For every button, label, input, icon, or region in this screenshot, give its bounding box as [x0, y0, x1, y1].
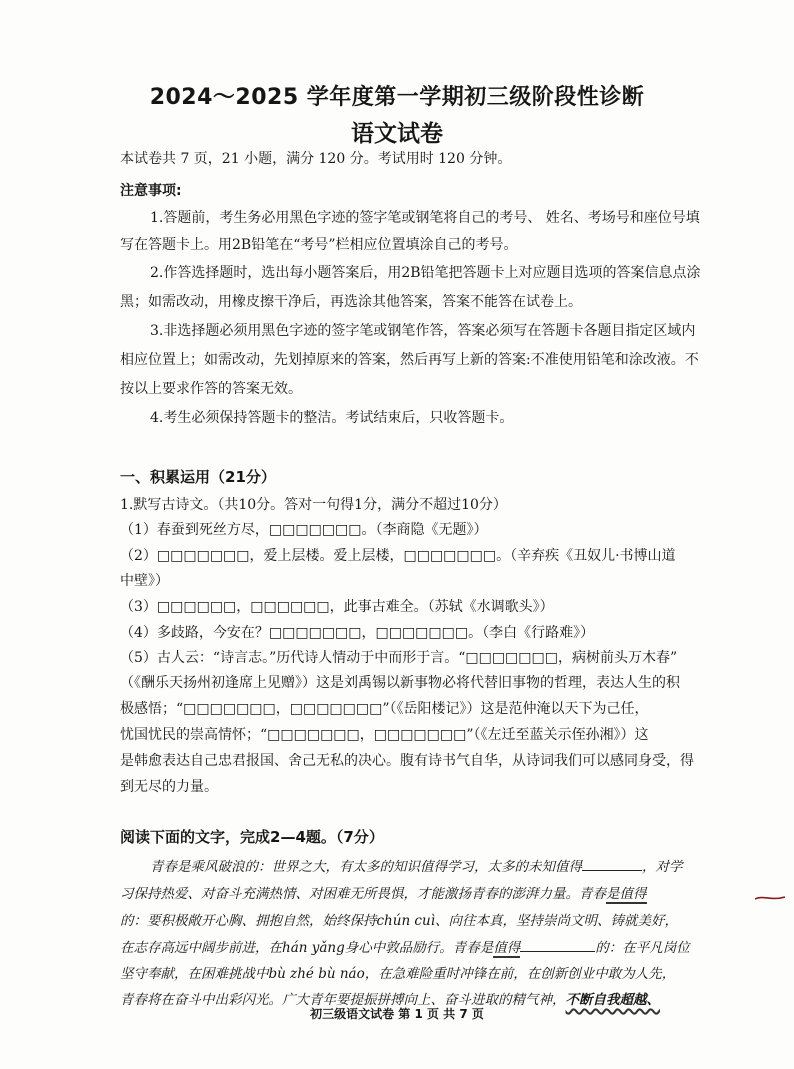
notice-line: 1.答题前，考生务必用黑色字迹的签字笔或钢笔将自己的考号、 姓名、考场号和座位号填 [150, 210, 700, 226]
notice-line: 黑；如需改动，用橡皮擦干净后，再选涂其他答案，答案不能答在试卷上。 [120, 294, 582, 310]
question-line: 到无尽的力量。 [120, 779, 218, 795]
question-line: 极感悟；“□□□□□□□，□□□□□□□”（《岳阳楼记》）这是范仲淹以天下为己任， [120, 701, 649, 717]
page-footer: 初三级语文试卷 第 1 页 共 7 页 [310, 1007, 484, 1021]
question-line: （《酬乐天扬州初逢席上见赠》）这是刘禹锡以新事物必将代替旧事物的哲理，表达人生的积 [120, 675, 680, 691]
reading-text: 的：在平凡岗位 [595, 940, 690, 956]
reading-text: ，对学 [642, 859, 683, 875]
reading-text: 青春将在奋斗中出彩闪光。广大青年要提振拼搏向上、奋斗进取的精气神， [120, 992, 566, 1008]
exam-intro: 本试卷共 7 页，21 小题，满分 120 分。考试用时 120 分钟。 [120, 151, 512, 167]
question-line: 中壁》） [120, 573, 169, 589]
fill-blank[interactable] [582, 856, 642, 871]
exam-subtitle: 语文试卷 [351, 121, 443, 147]
question-line: 是韩愈表达自己忠君报国、舍己无私的决心。腹有诗书气自华，从诗词我们可以感同身受，得 [120, 753, 694, 769]
wavy-underline-text: 不断自我超越、 [565, 992, 660, 1008]
reading-line [150, 855, 794, 875]
fill-blank[interactable] [520, 937, 595, 952]
notice-line: 3.非选择题必须用黑色字迹的签字笔或钢笔作答，答案必须写在答题卡各题目指定区域内 [150, 323, 696, 339]
notice-line: 按以上要求作答的答案无效。 [120, 381, 302, 397]
notice-line: 写在答题卡上。用2B铅笔在“考号”栏相应位置填涂自己的考号。 [120, 237, 518, 253]
question-line: （5）古人云：“诗言志。”历代诗人情动于中而形于言。“□□□□□□□，病树前头万木春” [120, 650, 678, 666]
question-line: 1.默写古诗文。（共10分。答对一句得1分，满分不超过10分） [120, 497, 507, 513]
question-line: （4）多歧路，今安在？□□□□□□□，□□□□□□□。（李白《行路难》） [120, 625, 595, 641]
reading-line: 的：要积极敞开心胸、拥抱自然，始终保持chún cuì、向往本真，坚持崇尚文明、铸就美好， [120, 913, 679, 929]
reading-heading: 阅读下面的文字，完成2—4题。（7分） [120, 828, 384, 846]
exam-title: 2024～2025 学年度第一学期初三级阶段性诊断 [149, 85, 645, 110]
reading-line [120, 936, 770, 958]
reading-line [120, 882, 770, 904]
section-heading: 一、积累运用（21分） [120, 468, 276, 486]
reading-line: 坚守奉献，在困难挑战中bù zhé bù náo，在急难险重时冲锋在前，在创新创业中敢为人先， [120, 966, 676, 982]
pen-mark-icon [755, 885, 785, 909]
reading-text: 在志存高远中阔步前进，在hán yǎng身心中敦品励行。青春是 [120, 940, 494, 956]
question-line: （3）□□□□□□，□□□□□□，此事古难全。（苏轼《水调歌头》） [120, 599, 554, 615]
question-line: （1）春蚕到死丝方尽，□□□□□□□。（李商隐《无题》） [120, 522, 488, 538]
reading-text: 习保持热爱、对奋斗充满热情、对困难无所畏惧，才能激扬青春的澎湃力量。青春 [120, 886, 606, 902]
notice-line: 4.考生必须保持答题卡的整洁。考试结束后，只收答题卡。 [150, 410, 514, 426]
handwritten-mark: 是值得 [606, 882, 647, 904]
handwritten-mark: 值得 [493, 936, 520, 958]
reading-text: 青春是乘风破浪的：世界之大，有太多的知识值得学习，太多的未知值得 [150, 859, 582, 875]
notice-heading: 注意事项: [120, 183, 182, 199]
notice-line: 相应位置上；如需改动，先划掉原来的答案，然后再写上新的答案:不准使用铅笔和涂改液。不 [120, 352, 699, 368]
question-line: （2）□□□□□□□，爱上层楼。爱上层楼，□□□□□□□。（辛弃疾《丑奴儿·书博山道 [120, 548, 676, 564]
question-line: 忧国忧民的崇高情怀；“□□□□□□□，□□□□□□□”（《左迁至蓝关示侄孙湘》）这 [120, 727, 649, 743]
notice-line: 2.作答选择题时，选出每小题答案后，用2B铅笔把答题卡上对应题目选项的答案信息点涂 [150, 265, 701, 281]
